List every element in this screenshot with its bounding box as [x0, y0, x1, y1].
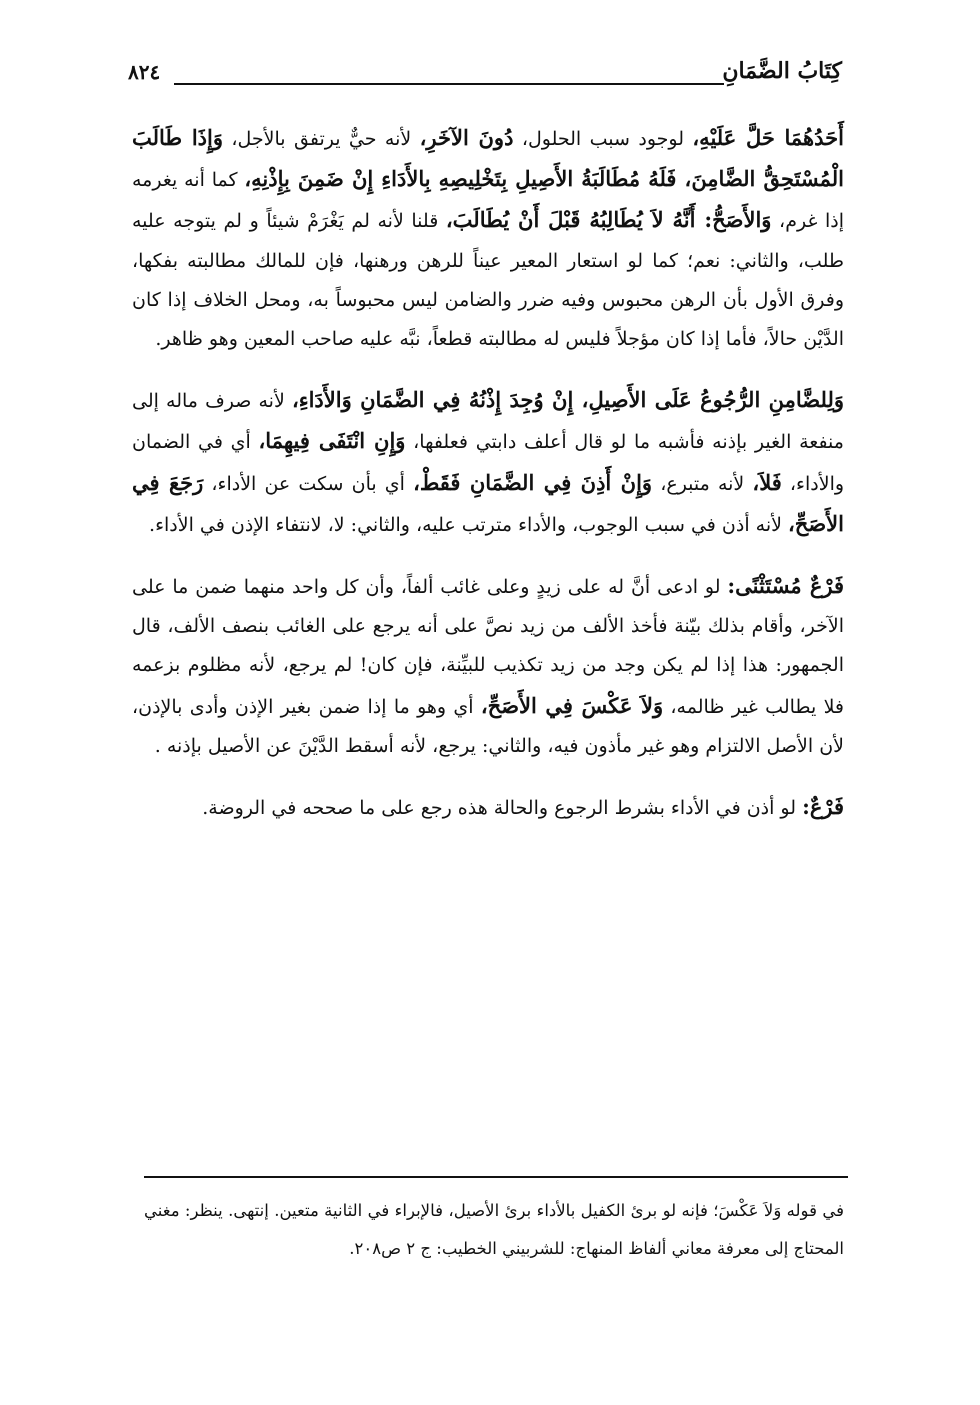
paragraph-2 [132, 380, 844, 545]
matn-text: وَلِلضَّامِنِ الرُّجُوعُ عَلَى الأَصِيلِ، إِنْ وُجِدَ إِذْنُهُ فِي الضَّمَانِ وَالأَدَاءِ، [291, 387, 844, 413]
matn-text: وَإِذَا طَالَبَ الْمُسْتَحِقُّ الضَّامِنَ، فَلَهُ مُطَالَبَةُ الأَصِيلِ بِتَخْلِيصِهِ بِالأَدَاءِ إِنْ ضَمِنَ بِإِذْنِهِ، [132, 125, 844, 192]
header-title: كِتَابُ الضَّمَانِ [722, 58, 842, 84]
header-rule [174, 83, 724, 85]
sharh-text: أي بأن سكت عن الأداء، [203, 472, 414, 495]
matn-text: وَإِنِ انْتَفَى فِيهِمَا، [258, 428, 406, 454]
footnote-rule [144, 1176, 848, 1178]
sharh-text: أي في الضمان والأداء، [132, 431, 845, 495]
matn-text: أَحَدُهُمَا حَلَّ عَلَيْهِ، [692, 125, 844, 150]
matn-text: فَرْعٌ مُسْتَثْنًى: [727, 573, 844, 599]
matn-text: رَجَعَ فِي الأَصَحِّ، [132, 469, 844, 536]
matn-text: فَلاَ، [752, 469, 782, 495]
sharh-text: لو أذن في الأداء بشرط الرجوع والحالة هذه رجع على ما صححه في الروضة. [202, 797, 803, 820]
paragraph-3 [132, 566, 844, 766]
sharh-text: كما أنه يغرمه إذا غرم، [132, 169, 844, 233]
page-number: ٨٢٤ [128, 60, 161, 84]
sharh-text: قلنا لأنه لم يَغْرَمْ شيئاً و لم يتوجه عليه طلب، والثاني: نعم؛ كما لو استعار المعير عيناً للرهن ورهنها، فإن للمالك مطالبته بفكها، وفرق الأول بأن الرهن محبوس وفيه ضرر والضامن ليس محبوساً به، ومحل الخلاف إذا كان الدَّيْن حالاً، فأما إذا كان مؤجلاً فليس له مطالبته قطعاً، نبَّه عليه صاحب المعين وهو ظاهر. [132, 210, 844, 351]
sharh-text: لأنه صرف ماله إلى منفعة الغير بإذنه فأشبه ما لو قال أعلف دابتي فعلفها، [132, 390, 844, 454]
paragraph-4 [132, 787, 844, 828]
main-text [132, 118, 844, 828]
sharh-text: لأنه متبرع، [652, 472, 753, 495]
footnote: في قوله وَلاَ عَكْسَ؛ فإنه لو برئ الكفيل بالأداء برئ الأصيل، فالإبراء في الثانية متعين. إنتهى. ينظر: مغني المحتاج إلى معرفة معاني ألفاظ المنهاج: للشربيني الخطيب: ج ٢ ص٢٠٨. [144, 1201, 844, 1258]
matn-text: وَالأَصَحُّ: أَنَّهُ لاَ يُطَالِبُهُ قَبْلَ أَنْ يُطَالَبَ، [445, 207, 772, 233]
sharh-text: لأنه أذن في سبب الوجوب، والأداء مترتب عليه، والثاني: لا، لانتفاء الإذن في الأداء. [149, 513, 789, 536]
sharh-text: لأنه حيٌّ يرتفق بالأجل، [222, 128, 420, 150]
running-header [128, 56, 842, 90]
matn-text: فَرْعٌ: [802, 794, 844, 820]
matn-text: وَلاَ عَكْسَ فِي الأَصَحِّ، [480, 692, 664, 718]
sharh-text: لوجود سبب الحلول، [513, 128, 693, 150]
matn-text: دُونَ الآخَرِ، [419, 125, 514, 150]
sharh-text: أي وهو ما إذا ضمن بغير الإذن وأدى بالإذن، لأن الأصل الالتزام وهو غير مأذون فيه، والثاني: يرجع، لأنه أسقط الدَّيْنَ عن الأصيل بإذنه . [132, 695, 844, 757]
paragraph-1 [132, 118, 844, 359]
matn-text: وَإِنْ أَذِنَ فِي الضَّمَانِ فَقَطْ، [413, 469, 653, 495]
sharh-text: لو ادعى أنَّ له على زيدٍ وعلى غائب ألفاً، وأن كل واحد منهما ضمن ما على الآخر، وأقام بذلك بيّنة فأخذ الألف من زيد نصَّ على أنه يرجع على الغائب بنصف الألف، قال الجمهور: هذا إذا لم يكن وجد من زيد تكذيب للبيِّنة، فإن كان! لم يرجع، لأنه مظلوم بزعمه فلا يطالب غير ظالمه، [132, 576, 844, 718]
